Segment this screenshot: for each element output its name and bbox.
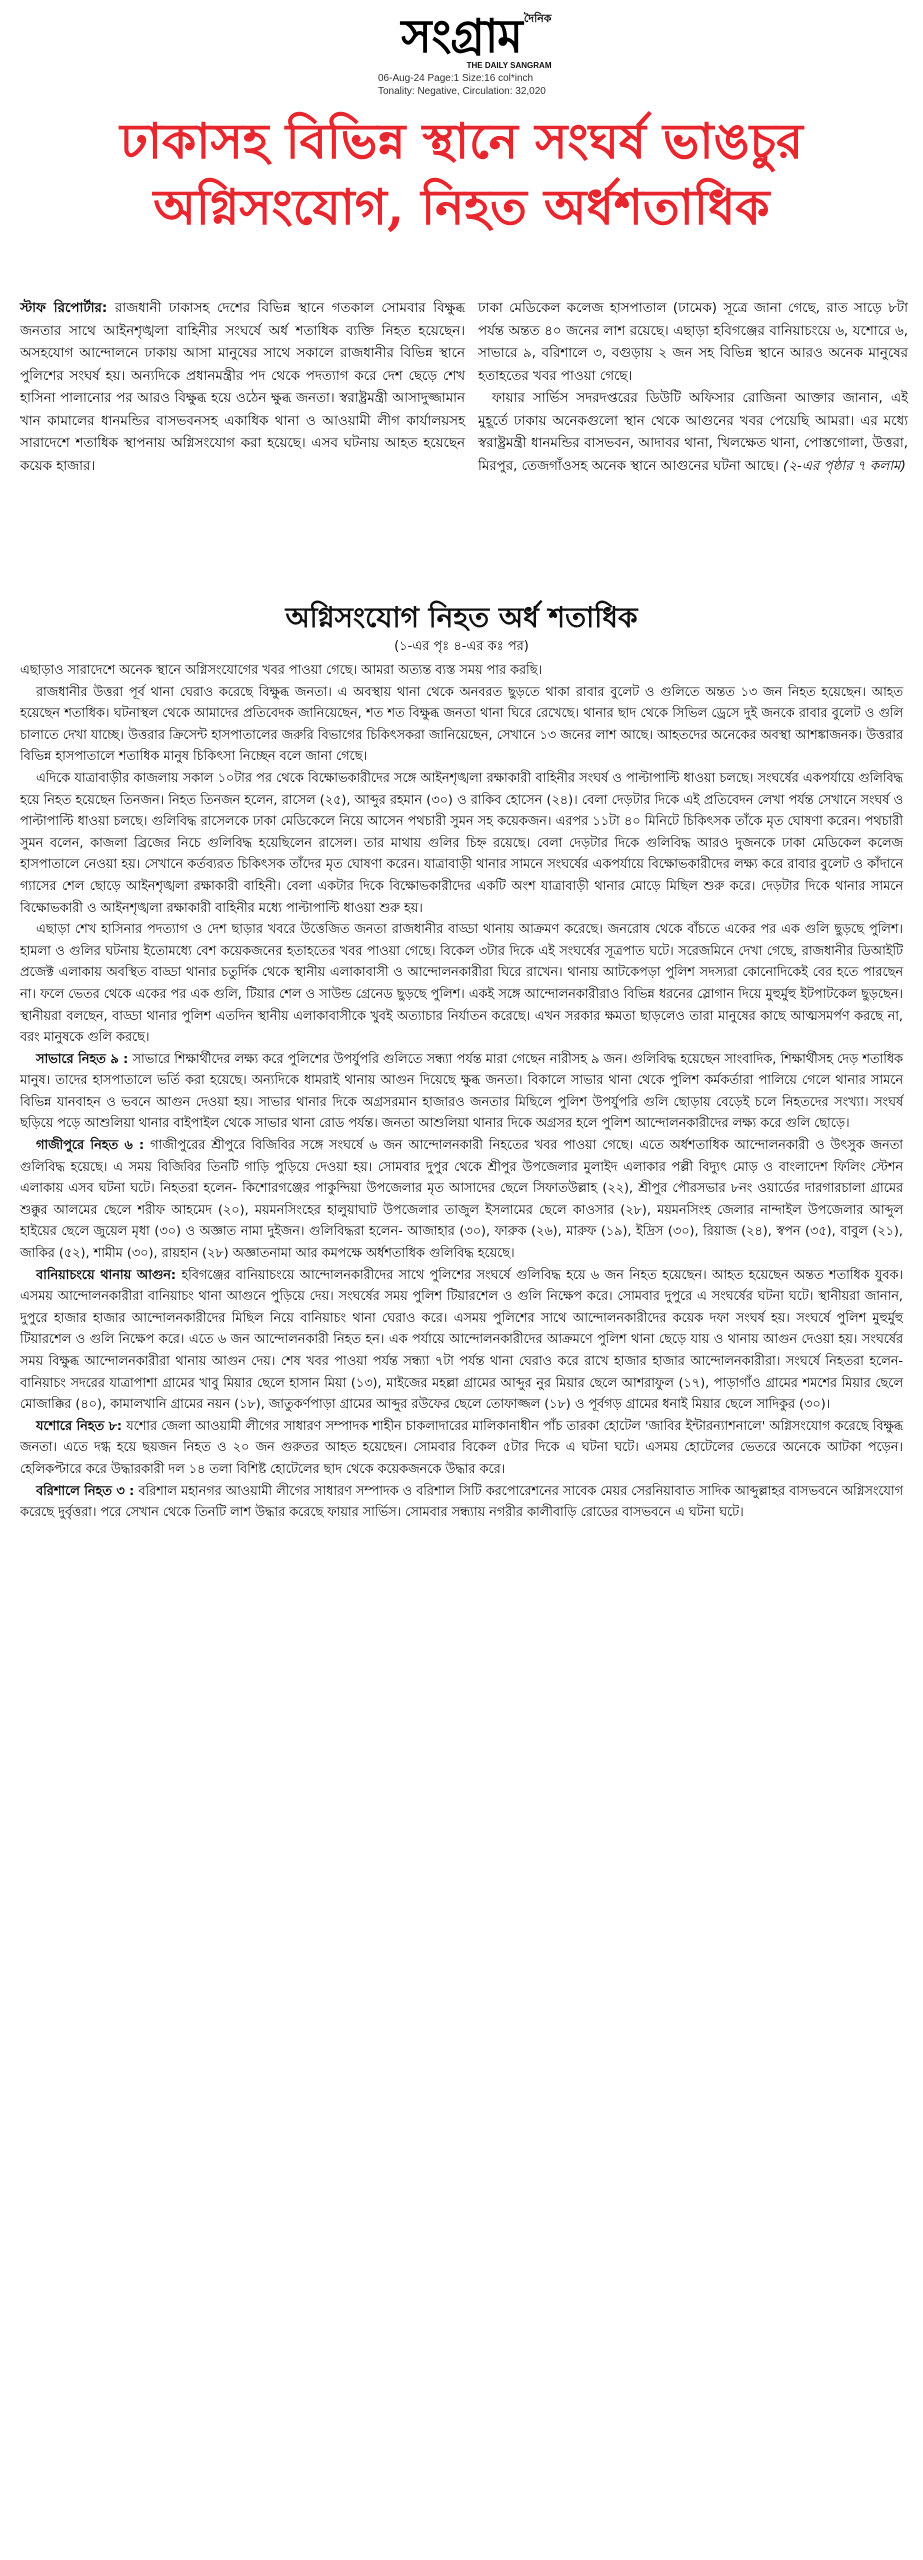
headline-line-1: ঢাকাসহ বিভিন্ন স্থানে সংঘর্ষ ভাঙচুর xyxy=(120,112,803,170)
paragraph-text: সাভারে শিক্ষার্থীদের লক্ষ্য করে পুলিশের উপর্যুপরি গুলিতে সন্ধ্যা পর্যন্ত মারা গেছেন নারীসহ ৯ জন। গুলিবিদ্ধ হয়েছেন সাংবাদিক, শিক্ষার্থীসহ দেড় শতাধিক মানুষ। তাদের হাসপাতালে ভর্তি করা হয়েছে। অন্যদিকে ধামরাই থানায় আগুন দিয়েছে ক্ষুব্ধ জনতা। বিকালে সাভার থানা থেকে পুলিশ কর্মকর্তারা পালিয়ে গেলে থানার সামনে বিভিন্ন যানবাহন ও ভবনে আগুন দেওয়া হয়। সাভার থানার দিকে অগ্রসরমান হাজারও জনতার মিছিলে পুলিশ উপর্যুপরি গুলি ছোড়ায় বেড়েই চলে নিহতদের সংখ্যা। সংঘর্ষ ছড়িয়ে পড়ে আশুলিয়া থানার বাইপাইল থেকে সাভার থানা রোড পর্যন্ত। জনতা আশুলিয়া থানার দিকে অগ্রসর হলে পুলিশ আন্দোলনকারীদের লক্ষ্য করে গুলি ছোড়ে। xyxy=(20,1051,903,1132)
article-paragraph xyxy=(20,1049,903,1135)
logo-text: সংগ্রাম xyxy=(401,9,522,63)
lead-right-paragraph-2 xyxy=(478,388,908,478)
paragraph-text: বরিশাল মহানগর আওয়ামী লীগের সাধারণ সম্পাদক ও বরিশাল সিটি করপোরেশনের সাবেক মেয়র সেরনিয়াবাত সাদিক আব্দুল্লাহর বাসভবনে অগ্নিসংযোগ করেছে দুর্বৃত্তরা। পরে সেখান থেকে তিনটি লাশ উদ্ধার করেছে ফায়ার সার্ভিস। সোমবার সন্ধ্যায় নগরীর কালীবাড়ি রোডের বাসভবনে এ ঘটনা ঘটে। xyxy=(20,1483,903,1521)
logo-daily-label: দৈনিক xyxy=(523,12,552,25)
article-paragraph xyxy=(20,1481,903,1524)
article-paragraph: রাজধানীর উত্তরা পূর্ব থানা ঘেরাও করেছে বিক্ষুব্ধ জনতা। এ অবস্থায় থানা থেকে অনবরত ছুড়তে থাকা রাবার বুলেট ও গুলিতে অন্তত ১৩ জন নিহত হয়েছেন। আহত হয়েছেন শতাধিক। ঘটনাস্থল থেকে আমাদের প্রতিবেদক জানিয়েছেন, শত শত বিক্ষুব্ধ জনতা থানা ঘিরে রেখেছে। থানার ছাদ থেকে সিভিল ড্রেসে দুই জনকে রাবার বুলেট ও গুলি চালাতে দেখা যাচ্ছে। উত্তরার ক্রিসেন্ট হাসপাতালের জরুরি বিভাগের চিকিৎসকরা জানিয়েছেন, সেখানে ১৩ জনের লাশ আছে। আহতদের অনেকের অবস্থা আশঙ্কাজনক। উত্তরার বিভিন্ন হাসপাতালে শতাধিক মানুষ চিকিৎসা নিচ্ছেন বলে জানা গেছে। xyxy=(20,684,903,765)
meta-tonality-circulation: Tonality: Negative, Circulation: 32,020 xyxy=(378,86,546,97)
lead-column-right xyxy=(478,298,908,478)
jump-note: (২-এর পৃষ্ঠার ৭ কলাম) xyxy=(783,458,906,474)
subheading-gazipur: গাজীপুরে নিহত ৬ : xyxy=(36,1138,145,1154)
subheading-baniachong: বানিয়াচংয়ে থানায় আগুন: xyxy=(36,1267,176,1283)
article-paragraph: এদিকে যাত্রাবাড়ীর কাজলায় সকাল ১০টার পর থেকে বিক্ষোভকারীদের সঙ্গে আইনশৃঙ্খলা রক্ষাকারী বাহিনীর সংঘর্ষ ও পাল্টাপাল্টি ধাওয়া চলছে। সংঘর্ষের একপর্যায়ে গুলিবিদ্ধ হয়ে নিহত হয়েছেন তিনজন। নিহত তিনজন হলেন, রাসেল (২৫), আব্দুর রহমান (৩০) ও রাকিব হোসেন (২৪)। বেলা দেড়টার দিকে এই প্রতিবেদন লেখা পর্যন্ত সেখানে সংঘর্ষ ও পাল্টাপাল্টি ধাওয়া চলছে। গুলিবিদ্ধ রাসেলকে ঢাকা মেডিকেলে নিয়ে আসেন পথচারী সুমন সহ কয়েকজন। এরপর ১১টা ৪০ মিনিটে চিকিৎসক তাঁকে মৃত ঘোষণা করেন। পথচারী সুমন বলেন, কাজলা ব্রিজের নিচে গুলিবিদ্ধ হয়েছিলেন রাসেল। তার মাথায় গুলির চিহ্ন রয়েছে। বেলা দেড়টার দিকে গুলিবিদ্ধ আরও দুজনকে ঢাকা মেডিকেল কলেজ হাসপাতালে নেওয়া হয়। সেখানে কর্তব্যরত চিকিৎসক তাঁদের মৃত ঘোষণা করেন। যাত্রাবাড়ী থানার সামনে সংঘর্ষের একপর্যায়ে বিক্ষোভকারীদের লক্ষ্য করে রাবার বুলেট ও কাঁদানে গ্যাসের শেল ছোড়ে আইনশৃঙ্খলা রক্ষাকারী বাহিনী। বেলা একটার দিকে বিক্ষোভকারীদের একটি অংশ যাত্রাবাড়ী থানার মোড়ে মিছিল শুরু করে। দেড়টার দিকে থানার সামনে বিক্ষোভকারী ও আইনশৃঙ্খলা রক্ষাকারী বাহিনীর মধ্যে পাল্টাপাল্টি ধাওয়া শুরু হয়। xyxy=(20,770,903,916)
logo-english-name: THE DAILY SANGRAM xyxy=(466,61,552,70)
lead-column-left xyxy=(20,298,465,478)
article-paragraph: এছাড়া শেখ হাসিনার পদত্যাগ ও দেশ ছাড়ার খবরে উত্তেজিত জনতা রাজধানীর বাড্ডা থানায় আক্রমণ করেছে। জনরোষ থেকে বাঁচতে একের পর এক গুলি ছুড়ছে পুলিশ। হামলা ও গুলির ঘটনায় ইতোমধ্যে বেশ কয়েকজনের হতাহতের খবর পাওয়া গেছে। বিকেল ৩টার দিকে এই সংঘর্ষের সূত্রপাত ঘটে। সরেজমিনে দেখা গেছে, রাজধানীর ডিআইটি প্রজেক্ট এলাকায় অবস্থিত বাড্ডা থানার চতুর্দিক থেকে স্থানীয় এলাকাবাসী ও আন্দোলনকারীরা ঘিরে রাখেন। থানায় আটকেপড়া পুলিশ সদস্যরা কোনোদিকেই বের হতে পারছেন না। ফলে ভেতর থেকে একের পর এক গুলি, টিয়ার শেল ও সাউন্ড গ্রেনেড ছুড়ছে পুলিশ। একই সঙ্গে আন্দোলনকারীরাও বিভিন্ন ধরনের স্লোগান দিয়ে মুহুর্মুহু ইটপাটকেল ছুড়ছেন। স্থানীয়রা বলছেন, বাড্ডা থানার পুলিশ এতদিন স্থানীয় এলাকাবাসীকে খুবই অত্যাচার নির্যাতন করেছে। এখন সরকার ক্ষমতা ছাড়লেও তারা মানুষের কাছে আত্মসমর্পণ করছে না, বরং মানুষকে গুলি করছে। xyxy=(20,922,903,1046)
newspaper-logo xyxy=(372,10,552,68)
lead-left-paragraph xyxy=(20,298,465,478)
article-paragraph xyxy=(20,1416,903,1481)
lead-right-text-2: ফায়ার সার্ভিস সদরদপ্তরের ডিউটি অফিসার রোজিনা আক্তার জানান, এই মুহূর্তে ঢাকায় অনেকগুলো স্থান থেকে আগুনের খবর পেয়েছি আমরা। এর মধ্যে স্বরাষ্ট্রমন্ত্রী ধানমন্ডির বাসভবন, আদাবর থানা, খিলক্ষেত থানা, পোস্তগোলা, উত্তরা, মিরপুর, তেজগাঁওসহ অনেক স্থানে আগুনের ঘটনা আছে। xyxy=(478,391,908,474)
subheading-savar: সাভারে নিহত ৯ : xyxy=(36,1051,129,1067)
meta-date-size: 06-Aug-24 Page:1 Size:16 col*inch xyxy=(378,73,534,84)
main-headline xyxy=(20,108,903,240)
continuation-subtitle: (১-এর পৃঃ ৪-এর কঃ পর) xyxy=(394,639,529,654)
article-paragraph: এছাড়াও সারাদেশে অনেক স্থানে অগ্নিসংযোগের খবর পাওয়া গেছে। আমরা অত্যন্ত ব্যস্ত সময় পার করছি। xyxy=(20,663,543,678)
byline: স্টাফ রিপোর্টার: xyxy=(20,301,108,316)
lead-right-paragraph-1: ঢাকা মেডিকেল কলেজ হাসপাতাল (ঢামেক) সূত্রে জানা গেছে, রাত সাড়ে ৮টা পর্যন্ত অন্তত ৪০ জনের লাশ রয়েছে। এছাড়া হবিগঞ্জের বানিয়াচংয়ে ৬, যশোরে ৬, সাভারে ৯, বরিশালে ৩, বগুড়ায় ২ জন সহ বিভিন্ন স্থানে আরও অনেক মানুষের হতাহতের খবর পাওয়া গেছে। xyxy=(478,301,908,384)
paragraph-text: হবিগঞ্জের বানিয়াচংয়ে আন্দোলনকারীদের সাথে পুলিশের সংঘর্ষে গুলিবিদ্ধ হয়ে ৬ জন নিহত হয়েছেন। আহত হয়েছেন অন্তত শতাধিক যুবক। এসময় আন্দোলনকারীরা বানিয়াচং থানা আগুনে পুড়িয়ে দেয়। সংঘর্ষের সময় পুলিশ টিয়ারশেল ও গুলি নিক্ষেপ করে। সোমবার দুপুরে এ সংঘর্ষের ঘটনা ঘটে। স্থানীয়রা জানান, দুপুরে হাজার হাজার আন্দোলনকারীদের মিছিল নিয়ে বানিয়াচং থানা ঘেরাও করে। এসময় পুলিশের সাথে আন্দোলনকারীদের কয়েক দফা সংঘর্ষ হয়। সংঘর্ষে পুলিশ মুহুর্মুহু টিয়ারশেল ও গুলি নিক্ষেপ করে। এতে ৬ জন আন্দোলনকারী নিহত হন। এক পর্যায়ে আন্দোলনকারীদের আক্রমণে পুলিশ থানা ছেড়ে যায় ও থানায় আগুন দেওয়া হয়। সংঘর্ষের সময় বিক্ষুব্ধ আন্দোলনকারীরা থানায় আগুন দেয়। শেষ খবর পাওয়া পর্যন্ত সন্ধ্যা ৭টা পর্যন্ত থানা ঘেরাও করে রাখে হাজার হাজার আন্দোলনকারীরা। সংঘর্ষে নিহতরা হলেন- বানিয়াচং সদরের যাত্রাপাশা গ্রামের খাবু মিয়ার ছেলে হাসান মিয়া (১৩), মাইজের মহল্লা গ্রামের আব্দুর নুর মিয়ার ছেলে আশরাফুল (১৭), পাড়াগাঁও গ্রামের শমশের মিয়ার ছেলে মোজাক্কির (৪০), কামালখানি গ্রামের নয়ন (১৮), জাতুকর্ণপাড়া গ্রামের আব্দুর রউফের ছেলে তোফাজ্জল (১৮) ও পূর্বগড় গ্রামের ধনাই মিয়ার ছেলে সাদিকুর (৩০)। xyxy=(20,1267,903,1413)
paragraph-text: যশোর জেলা আওয়ামী লীগের সাধারণ সম্পাদক শাহীন চাকলাদারের মালিকানাধীন পাঁচ তারকা হোটেল 'জাবির ইন্টারন্যাশনালে' অগ্নিসংযোগ করেছে বিক্ষুব্ধ জনতা। এতে দগ্ধ হয়ে ছয়জন নিহত ও ২০ জন গুরুতর আহত হয়েছেন। সোমবার বিকেল ৫টার দিকে এ ঘটনা ঘটে। এসময় হোটেলের ভেতরে অনেকে আটকা পড়েন। হেলিকপ্টারে করে উদ্ধারকারী দল ১৪ তলা বিশিষ্ট হোটেলের ছাদ থেকে কয়েকজনকে উদ্ধার করে। xyxy=(20,1418,903,1477)
lead-left-text: রাজধানী ঢাকাসহ দেশের বিভিন্ন স্থানে গতকাল সোমবার বিক্ষুব্ধ জনতার সাথে আইনশৃঙ্খলা বাহিনীর সংঘর্ষে অর্ধ শতাধিক ব্যক্তি নিহত হয়েছেন। অসহযোগ আন্দোলনে ঢাকায় আসা মানুষের সাথে সকালে রাজধানীর বিভিন্ন স্থানে পুলিশের সংঘর্ষ হয়। অন্যদিকে প্রধানমন্ত্রীর পদ থেকে পদত্যাগ করে দেশ ছেড়ে শেখ হাসিনা পালানোর পর আরও বিক্ষুব্ধ হয়ে ওঠেন ক্ষুব্ধ জনতা। স্বরাষ্ট্রমন্ত্রী আসাদুজ্জামান খান কামালের ধানমন্ডির বাসভবনসহ একাধিক থানা ও আওয়ামী লীগ কার্যালয়সহ সারাদেশে শতাধিক স্থাপনায় অগ্নিসংযোগ করা হয়েছে। এসব ঘটনায় আহত হয়েছেন কয়েক হাজার। xyxy=(20,301,466,474)
continuation-article xyxy=(20,660,903,1524)
masthead xyxy=(0,10,923,68)
clipping-meta xyxy=(378,72,546,98)
subheading-barishal: বরিশালে নিহত ৩ : xyxy=(36,1483,135,1499)
article-paragraph xyxy=(20,1265,903,1416)
subheading-jessore: যশোরে নিহত ৮: xyxy=(36,1418,123,1434)
continuation-title: অগ্নিসংযোগ নিহত অর্ধ শতাধিক xyxy=(285,601,638,634)
paragraph-text: গাজীপুরের শ্রীপুরে বিজিবির সঙ্গে সংঘর্ষে ৬ জন আন্দোলনকারী নিহতের খবর পাওয়া গেছে। এতে অর্ধশতাধিক আন্দোলনকারী ও উৎসুক জনতা গুলিবিদ্ধ হয়েছে। এ সময় বিজিবির তিনটি গাড়ি পুড়িয়ে দেওয়া হয়। সোমবার দুপুর থেকে শ্রীপুর উপজেলার মুলাইদ এলাকার পল্লী বিদ্যুৎ মোড় ও বাংলাদেশ ফিলিং স্টেশন এলাকায় এসব ঘটনা ঘটে। নিহতরা হলেন- কিশোরগঞ্জের পাকুন্দিয়া উপজেলার মৃত আসাদের ছেলে সিফাতউল্লাহ (২২), শ্রীপুর পৌরসভার ৮নং ওয়ার্ডের দারগারচালা গ্রামের শুক্কুর আলমের ছেলে শরীফ আহমেদ (২০), ময়মনসিংহের হালুয়াঘাট উপজেলার তাজুল ইসলামের ছেলে কাওসার (২৮), ময়মনসিংহ জেলার নান্দাইল উপজেলার আব্দুল হাইয়ের ছেলে জুয়েল মৃধা (৩০) ও অজ্ঞাত নামা দুইজন। গুলিবিদ্ধরা হলেন- আজাহার (৩০), ফারুক (২৬), মারুফ (১৯), ইদ্রিস (৩০), রিয়াজ (২৪), স্বপন (৩৫), বাবুল (২১), জাকির (৫২), শামীম (৩০), রায়হান (২৮) অজ্ঞাতনামা আর কমপক্ষে অর্ধশতাধিক গুলিবিদ্ধ হয়েছে। xyxy=(20,1138,904,1262)
article-paragraph xyxy=(20,1135,903,1265)
headline-line-2: অগ্নিসংযোগ, নিহত অর্ধশতাধিক xyxy=(153,178,770,236)
